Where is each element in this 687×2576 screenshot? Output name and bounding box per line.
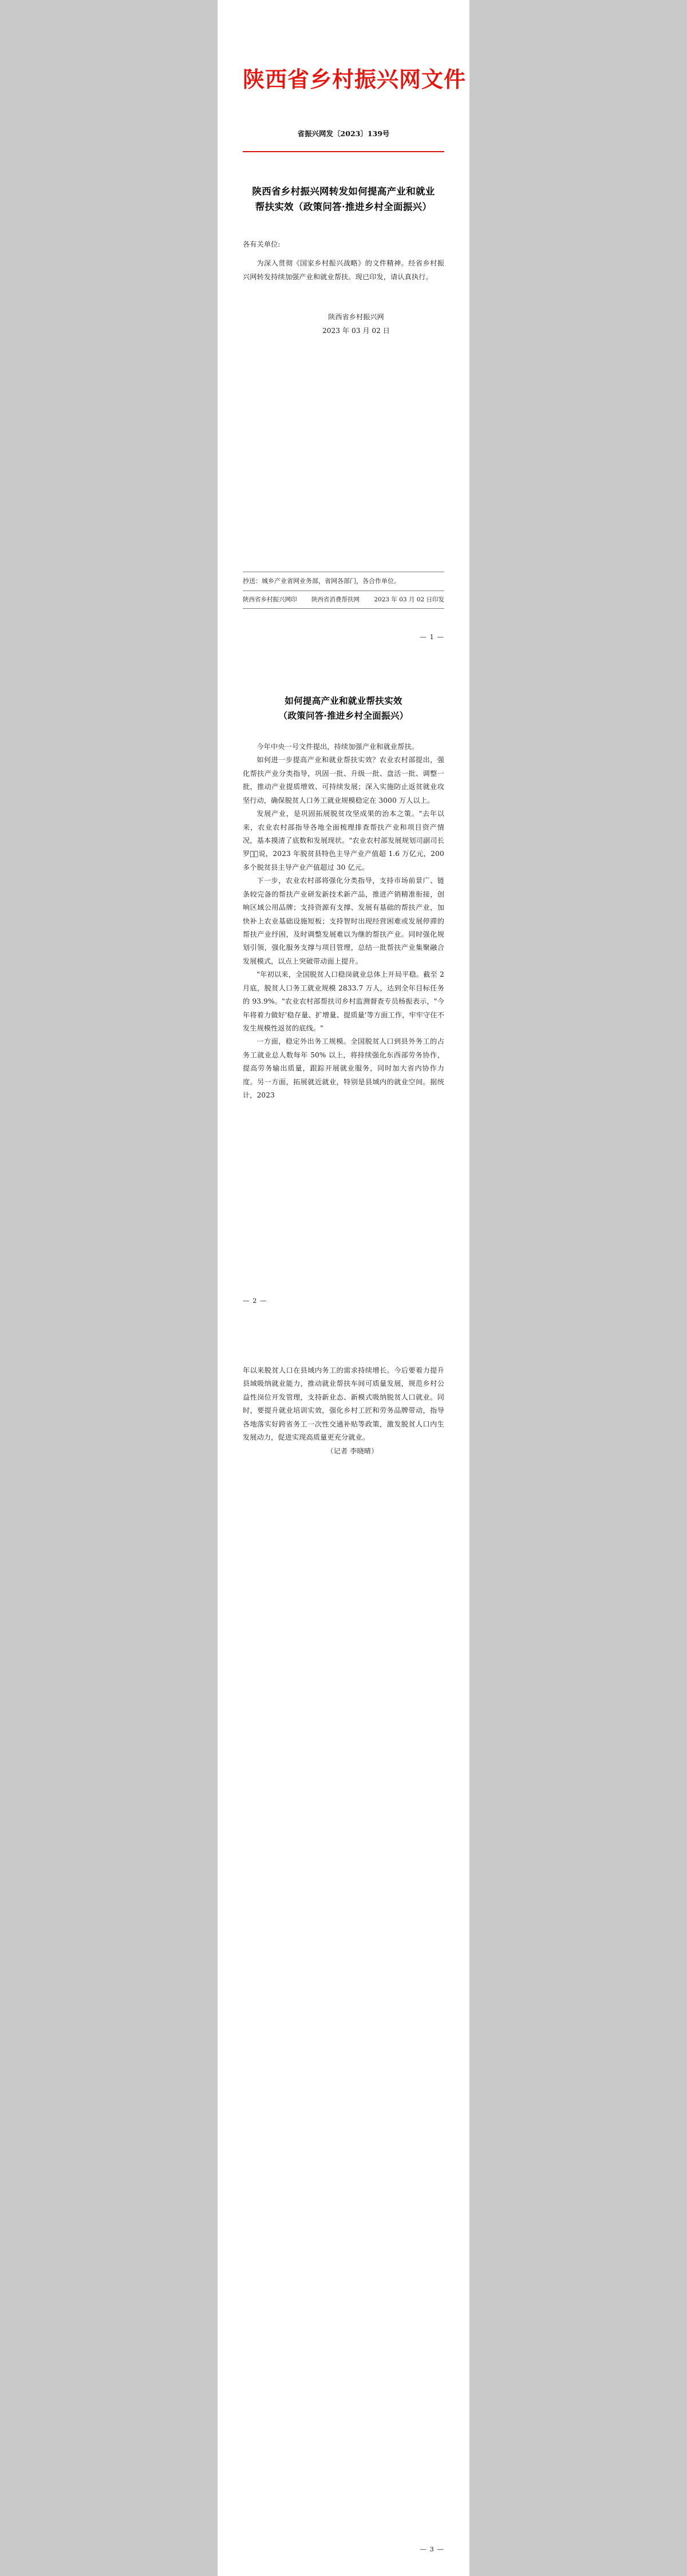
salutation: 各有关单位: <box>243 240 281 248</box>
issuer-left: 陕西省乡村振兴网印 <box>243 596 297 604</box>
article-paragraph: 发展产业，是巩固拓展脱贫攻坚成果的治本之策。"去年以来，农业农村部指导各地全面梳理排查帮扶产业和项目资产情况，基本摸清了底数和发展现状。"农业农村部发展规划司副司长罗先ِ说，2023 年脱贫县特色主导产业产值超 1.6 万亿元，200 多个脱贫县主导产业产值超过 30 亿元。 <box>243 810 444 871</box>
article-body-page-2 <box>243 740 444 1102</box>
article-byline: （记者 李晓晴） <box>326 1446 378 1455</box>
signature-date: 2023 年 03 月 02 日 <box>322 327 390 335</box>
document-page-2 <box>218 664 469 1327</box>
article-paragraph: 一方面，稳定外出务工规模。全国脱贫人口到县外务工的占务工就业总人数每年 50% 以上，将持续强化东西部劳务协作，提高劳务输出质量，跟踪开展就业服务，同时加大省内协作力度。另一方面，拓展就近就业，特别是县域内的就业空间。据统计，2023 <box>243 1037 444 1100</box>
page-marker-2: — 2 — <box>243 1297 267 1305</box>
article-paragraph: 如何进一步提高产业和就业帮扶实效？农业农村部提出，强化帮扶产业分类指导，巩固一批、升级一批、盘活一批、调整一批，推动产业提质增效、可持续发展；深入实施防止返贫就业攻坚行动，确保脱贫人口务工就业规模稳定在 3000 万人以上。 <box>243 756 444 804</box>
article-title-line-2: （政策问答·推进乡村全面振兴） <box>278 710 409 722</box>
document-page-3 <box>218 1327 469 2576</box>
document-number: 省振兴网发〔2023〕139号 <box>297 129 390 138</box>
article-body-page-3 <box>243 1327 444 1458</box>
issuer-row <box>243 591 444 605</box>
signature-organization: 陕西省乡村振兴网 <box>328 313 384 321</box>
document-title-line-2: 帮扶实效（政策问答·推进乡村全面振兴） <box>255 201 432 213</box>
distribution-block <box>243 572 444 609</box>
intro-paragraph: 为深入贯彻《国家乡村振兴战略》的文件精神。经省乡村振兴网转发持续加强产业和就业帮扶。现已印发，请认真执行。 <box>243 259 444 281</box>
article-paragraph: 下一步，农业农村部将强化分类指导，支持市场前景广、链条较完备的帮扶产业研发新技术新产品，推进产销精准衔接，创响区域公用品牌；支持资源有支撑、发展有基础的帮扶产业，加快补上农业基础设施短板；支持智时出现经营困难或发展停滞的帮扶产业纾困，及时调整发展难以为继的帮扶产业。同时强化规划引领，强化服务支撑与项目管理，总结一批帮扶产业集聚融合发展模式，以点上突破带动面上提升。 <box>243 877 444 965</box>
article-paragraph: 年以来脱贫人口在县域内务工的需求持续增长。今后要着力提升县域吸纳就业能力，推动就业帮扶车间可质量发展，规范乡村公益性岗位开发管理，支持新业态、新模式吸纳脱贫人口就业。同时，要提升就业培训实效，强化乡村工匠和劳务品牌带动，指导各地落实好跨省务工一次性交通补贴等政策，激发脱贫人口内生发展动力，促进实现高质量更充分就业。 <box>243 1366 444 1442</box>
article-paragraph: 今年中央一号文件提出，持续加强产业和就业帮扶。 <box>256 743 419 751</box>
issuer-center: 陕西省消费帮扶网 <box>311 596 360 604</box>
red-separator-rule <box>243 151 444 153</box>
page-marker-3: — 3 — <box>420 2545 444 2553</box>
signature-block <box>243 310 444 338</box>
article-paragraph: "年初以来，全国脱贫人口稳岗就业总体上开局平稳。截至 2 月底，脱贫人口务工就业规模 2833.7 万人，达到全年目标任务的 93.9%。"农业农村部帮扶司乡村监测督查专员杨振表示，"今年将着力做好'稳存量、扩增量、提质量'等方面工作，牢牢守住不发生规模性返贫的底线。" <box>243 970 444 1032</box>
document-masthead: 陕西省乡村振兴网文件 <box>243 66 467 92</box>
document-title-line-1: 陕西省乡村振兴网转发如何提高产业和就业 <box>252 186 435 197</box>
distribution-text: 抄送：城乡产业省网业务部，省网各部门，各合作单位。 <box>243 577 400 585</box>
issuer-bottom-rule <box>243 608 444 609</box>
article-title <box>243 664 444 723</box>
page-marker-1: — 1 — <box>420 633 444 641</box>
article-title-line-1: 如何提高产业和就业帮扶实效 <box>285 695 402 706</box>
issuer-right: 2023 年 03 月 02 日印发 <box>374 596 444 604</box>
document-title <box>243 184 444 215</box>
document-page-1 <box>218 0 469 664</box>
